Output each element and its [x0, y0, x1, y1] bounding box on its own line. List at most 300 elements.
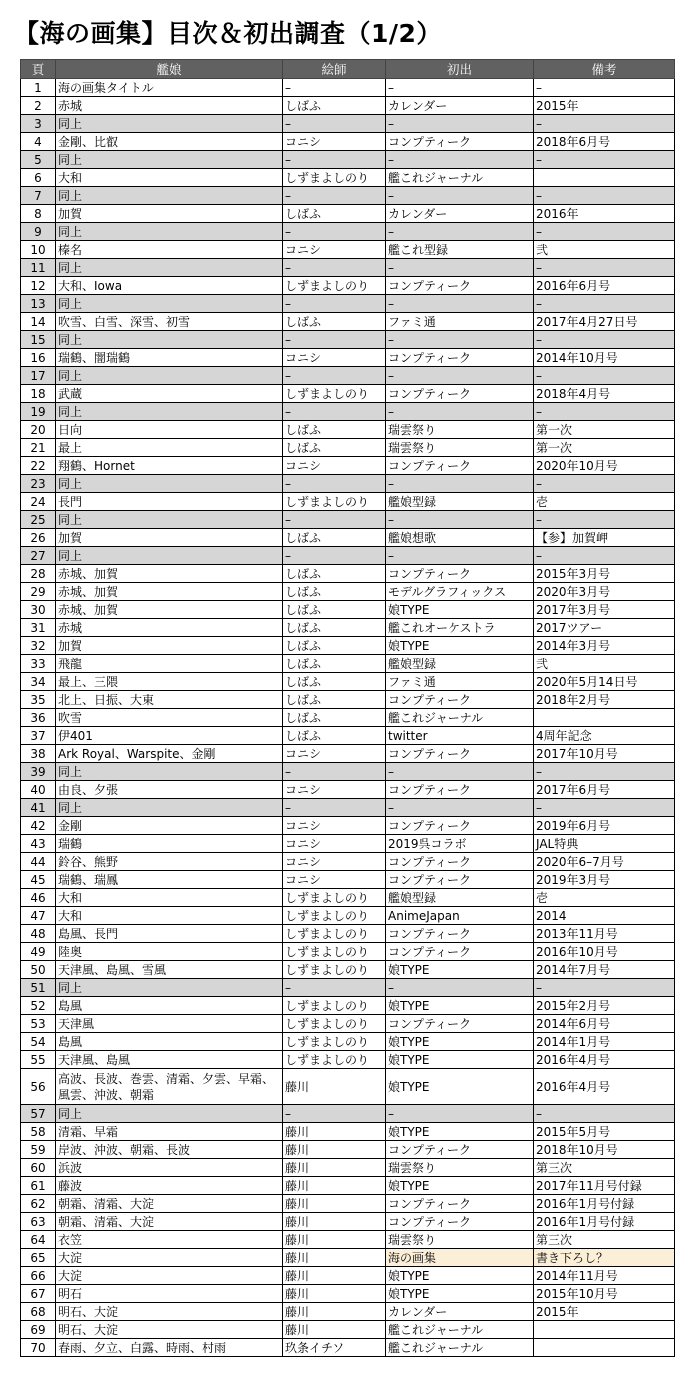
cell-page: 21	[21, 439, 56, 457]
cell-first-appearance: 娘TYPE	[386, 961, 534, 979]
cell-first-appearance: –	[386, 547, 534, 565]
header-illustrator: 絵師	[283, 60, 386, 79]
cell-shipgirl: 大淀	[56, 1267, 283, 1285]
cell-page: 6	[21, 169, 56, 187]
cell-illustrator: しずまよしのり	[283, 1015, 386, 1033]
cell-illustrator: –	[283, 979, 386, 997]
cell-first-appearance: –	[386, 187, 534, 205]
cell-notes: –	[534, 79, 675, 97]
cell-notes: 2018年10月号	[534, 1141, 675, 1159]
cell-illustrator: 藤川	[283, 1321, 386, 1339]
cell-illustrator: –	[283, 259, 386, 277]
cell-shipgirl: 赤城	[56, 619, 283, 637]
header-notes: 備考	[534, 60, 675, 79]
cell-first-appearance: 2019呉コラボ	[386, 835, 534, 853]
cell-shipgirl: 赤城、加賀	[56, 601, 283, 619]
cell-illustrator: 藤川	[283, 1231, 386, 1249]
cell-shipgirl: 同上	[56, 403, 283, 421]
cell-notes: –	[534, 403, 675, 421]
cell-notes: 2015年5月号	[534, 1123, 675, 1141]
cell-notes: –	[534, 1105, 675, 1123]
table-row	[21, 763, 675, 781]
table-row	[21, 727, 675, 745]
cell-shipgirl: 大和	[56, 907, 283, 925]
cell-illustrator: –	[283, 403, 386, 421]
table-row	[21, 691, 675, 709]
cell-first-appearance: コンプティーク	[386, 853, 534, 871]
cell-notes: –	[534, 187, 675, 205]
cell-page: 38	[21, 745, 56, 763]
cell-notes: 2019年3月号	[534, 871, 675, 889]
table-row	[21, 133, 675, 151]
cell-illustrator: –	[283, 367, 386, 385]
cell-page: 45	[21, 871, 56, 889]
cell-notes: 2014年6月号	[534, 1015, 675, 1033]
cell-notes: 2014年7月号	[534, 961, 675, 979]
cell-page: 55	[21, 1051, 56, 1069]
cell-illustrator: コニシ	[283, 241, 386, 259]
cell-page: 65	[21, 1249, 56, 1267]
table-row	[21, 817, 675, 835]
cell-page: 34	[21, 673, 56, 691]
cell-notes: 2015年3月号	[534, 565, 675, 583]
cell-illustrator: しばふ	[283, 655, 386, 673]
cell-notes	[534, 709, 675, 727]
cell-shipgirl: 同上	[56, 475, 283, 493]
cell-shipgirl: 長門	[56, 493, 283, 511]
cell-illustrator: 藤川	[283, 1213, 386, 1231]
cell-first-appearance: –	[386, 151, 534, 169]
cell-page: 20	[21, 421, 56, 439]
cell-illustrator: しばふ	[283, 97, 386, 115]
cell-shipgirl: 同上	[56, 187, 283, 205]
cell-notes: 2014	[534, 907, 675, 925]
cell-first-appearance: 瑞雲祭り	[386, 439, 534, 457]
cell-illustrator: コニシ	[283, 871, 386, 889]
cell-page: 10	[21, 241, 56, 259]
cell-notes: 2020年6–7月号	[534, 853, 675, 871]
cell-notes: –	[534, 367, 675, 385]
table-row	[21, 583, 675, 601]
cell-first-appearance: –	[386, 511, 534, 529]
cell-page: 50	[21, 961, 56, 979]
cell-notes: 2016年4月号	[534, 1051, 675, 1069]
cell-page: 67	[21, 1285, 56, 1303]
cell-notes	[534, 1339, 675, 1357]
cell-notes: 2014年3月号	[534, 637, 675, 655]
cell-first-appearance: 娘TYPE	[386, 1177, 534, 1195]
cell-illustrator: コニシ	[283, 781, 386, 799]
cell-first-appearance: 瑞雲祭り	[386, 421, 534, 439]
cell-notes: –	[534, 511, 675, 529]
cell-notes: 第一次	[534, 439, 675, 457]
cell-shipgirl: 瑞鶴、闇瑞鶴	[56, 349, 283, 367]
cell-shipgirl: 同上	[56, 223, 283, 241]
cell-first-appearance: コンプティーク	[386, 691, 534, 709]
cell-illustrator: –	[283, 511, 386, 529]
cell-page: 56	[21, 1069, 56, 1105]
cell-illustrator: しばふ	[283, 709, 386, 727]
cell-shipgirl: 大和	[56, 889, 283, 907]
cell-illustrator: しばふ	[283, 421, 386, 439]
cell-first-appearance: 艦これジャーナル	[386, 1321, 534, 1339]
cell-shipgirl: 金剛	[56, 817, 283, 835]
cell-page: 59	[21, 1141, 56, 1159]
cell-first-appearance: –	[386, 799, 534, 817]
cell-page: 13	[21, 295, 56, 313]
header-first-appearance: 初出	[386, 60, 534, 79]
table-row	[21, 979, 675, 997]
cell-notes: 壱	[534, 493, 675, 511]
cell-shipgirl: 大和	[56, 169, 283, 187]
cell-illustrator: –	[283, 763, 386, 781]
table-row	[21, 655, 675, 673]
cell-illustrator: しずまよしのり	[283, 943, 386, 961]
cell-shipgirl: 明石、大淀	[56, 1321, 283, 1339]
cell-notes: 2018年6月号	[534, 133, 675, 151]
table-row	[21, 889, 675, 907]
cell-notes: 第一次	[534, 421, 675, 439]
table-row	[21, 1267, 675, 1285]
cell-shipgirl: 吹雪、白雪、深雪、初雪	[56, 313, 283, 331]
table-row	[21, 79, 675, 97]
header-shipgirl: 艦娘	[56, 60, 283, 79]
header-page: 頁	[21, 60, 56, 79]
cell-first-appearance: コンプティーク	[386, 943, 534, 961]
table-row	[21, 349, 675, 367]
cell-first-appearance: 艦これ型録	[386, 241, 534, 259]
cell-page: 32	[21, 637, 56, 655]
cell-page: 3	[21, 115, 56, 133]
cell-page: 28	[21, 565, 56, 583]
cell-notes: –	[534, 259, 675, 277]
cell-first-appearance: –	[386, 223, 534, 241]
cell-notes: 2016年1月号付録	[534, 1213, 675, 1231]
cell-page: 36	[21, 709, 56, 727]
cell-first-appearance: 娘TYPE	[386, 1069, 534, 1105]
cell-page: 58	[21, 1123, 56, 1141]
cell-shipgirl: 天津風	[56, 1015, 283, 1033]
cell-notes: 壱	[534, 889, 675, 907]
cell-first-appearance: 娘TYPE	[386, 637, 534, 655]
cell-notes: 第三次	[534, 1231, 675, 1249]
cell-first-appearance: –	[386, 331, 534, 349]
cell-shipgirl: 同上	[56, 115, 283, 133]
cell-shipgirl: 翔鶴、Hornet	[56, 457, 283, 475]
cell-illustrator: 藤川	[283, 1159, 386, 1177]
cell-shipgirl: 加賀	[56, 205, 283, 223]
cell-page: 16	[21, 349, 56, 367]
table-row	[21, 1033, 675, 1051]
cell-notes: 2017年6月号	[534, 781, 675, 799]
cell-illustrator: しずまよしのり	[283, 385, 386, 403]
table-row	[21, 223, 675, 241]
cell-first-appearance: 娘TYPE	[386, 1285, 534, 1303]
cell-page: 41	[21, 799, 56, 817]
table-row	[21, 295, 675, 313]
cell-page: 47	[21, 907, 56, 925]
cell-page: 15	[21, 331, 56, 349]
cell-notes: 2016年6月号	[534, 277, 675, 295]
cell-illustrator: しばふ	[283, 673, 386, 691]
cell-shipgirl: 陸奥	[56, 943, 283, 961]
cell-illustrator: コニシ	[283, 457, 386, 475]
cell-illustrator: しずまよしのり	[283, 1051, 386, 1069]
table-row	[21, 1123, 675, 1141]
cell-notes: 2015年2月号	[534, 997, 675, 1015]
table-row	[21, 1015, 675, 1033]
table-row	[21, 1051, 675, 1069]
cell-first-appearance: –	[386, 763, 534, 781]
cell-first-appearance: –	[386, 979, 534, 997]
table-row	[21, 493, 675, 511]
cell-shipgirl: 吹雪	[56, 709, 283, 727]
cell-first-appearance: コンプティーク	[386, 133, 534, 151]
table-row	[21, 529, 675, 547]
cell-illustrator: –	[283, 187, 386, 205]
cell-notes: 2016年	[534, 205, 675, 223]
table-row	[21, 439, 675, 457]
cell-first-appearance: ファミ通	[386, 313, 534, 331]
cell-shipgirl: 島風	[56, 1033, 283, 1051]
cell-page: 23	[21, 475, 56, 493]
cell-illustrator: –	[283, 151, 386, 169]
cell-shipgirl: 同上	[56, 979, 283, 997]
cell-page: 66	[21, 1267, 56, 1285]
cell-notes: 書き下ろし？	[534, 1249, 675, 1267]
cell-shipgirl: 島風、長門	[56, 925, 283, 943]
cell-page: 52	[21, 997, 56, 1015]
cell-illustrator: コニシ	[283, 745, 386, 763]
cell-notes: 2017年3月号	[534, 601, 675, 619]
cell-shipgirl: 島風	[56, 997, 283, 1015]
cell-page: 18	[21, 385, 56, 403]
table-row	[21, 601, 675, 619]
cell-notes: 4周年記念	[534, 727, 675, 745]
cell-notes: 2019年6月号	[534, 817, 675, 835]
table-row	[21, 709, 675, 727]
cell-shipgirl: 瑞鶴	[56, 835, 283, 853]
cell-shipgirl: 同上	[56, 259, 283, 277]
cell-first-appearance: AnimeJapan	[386, 907, 534, 925]
table-row	[21, 277, 675, 295]
cell-notes: –	[534, 295, 675, 313]
cell-illustrator: しばふ	[283, 727, 386, 745]
page-title: 【海の画集】目次＆初出調査（1/2）	[14, 19, 442, 48]
cell-illustrator: 藤川	[283, 1267, 386, 1285]
cell-illustrator: コニシ	[283, 133, 386, 151]
cell-shipgirl: 天津風、島風、雪風	[56, 961, 283, 979]
cell-page: 53	[21, 1015, 56, 1033]
cell-shipgirl: 金剛、比叡	[56, 133, 283, 151]
cell-shipgirl: 朝霜、清霜、大淀	[56, 1195, 283, 1213]
table-row	[21, 169, 675, 187]
cell-page: 35	[21, 691, 56, 709]
cell-notes: –	[534, 799, 675, 817]
cell-shipgirl: 海の画集タイトル	[56, 79, 283, 97]
cell-first-appearance: –	[386, 1105, 534, 1123]
table-row	[21, 925, 675, 943]
cell-first-appearance: 娘TYPE	[386, 1033, 534, 1051]
cell-first-appearance: 艦娘想歌	[386, 529, 534, 547]
table-row	[21, 907, 675, 925]
cell-illustrator: コニシ	[283, 835, 386, 853]
table-row	[21, 673, 675, 691]
cell-shipgirl: 同上	[56, 547, 283, 565]
cell-shipgirl: 同上	[56, 295, 283, 313]
cell-page: 46	[21, 889, 56, 907]
cell-first-appearance: –	[386, 259, 534, 277]
cell-first-appearance: 艦娘型録	[386, 493, 534, 511]
table-row	[21, 997, 675, 1015]
table-row	[21, 367, 675, 385]
cell-illustrator: –	[283, 331, 386, 349]
table-row	[21, 853, 675, 871]
cell-first-appearance: コンプティーク	[386, 277, 534, 295]
cell-notes: 2017ツアー	[534, 619, 675, 637]
cell-shipgirl: 同上	[56, 511, 283, 529]
cell-first-appearance: –	[386, 475, 534, 493]
cell-shipgirl: 春雨、夕立、白露、時雨、村雨	[56, 1339, 283, 1357]
cell-first-appearance: 娘TYPE	[386, 1267, 534, 1285]
cell-first-appearance: カレンダー	[386, 97, 534, 115]
table-row	[21, 1159, 675, 1177]
cell-page: 60	[21, 1159, 56, 1177]
cell-notes: 2014年10月号	[534, 349, 675, 367]
table-row	[21, 565, 675, 583]
cell-first-appearance: コンプティーク	[386, 1213, 534, 1231]
table-body	[21, 79, 675, 1357]
cell-shipgirl: 高波、長波、巻雲、清霜、夕雲、早霜、風雲、沖波、朝霜	[56, 1069, 283, 1105]
table-row	[21, 1285, 675, 1303]
cell-illustrator: しずまよしのり	[283, 925, 386, 943]
cell-page: 51	[21, 979, 56, 997]
cell-first-appearance: コンプティーク	[386, 925, 534, 943]
cell-first-appearance: –	[386, 367, 534, 385]
cell-shipgirl: 同上	[56, 799, 283, 817]
cell-first-appearance: コンプティーク	[386, 817, 534, 835]
cell-notes: 2015年10月号	[534, 1285, 675, 1303]
cell-illustrator: 玖条イチソ	[283, 1339, 386, 1357]
cell-first-appearance: 瑞雲祭り	[386, 1231, 534, 1249]
cell-page: 12	[21, 277, 56, 295]
cell-first-appearance: 艦娘型録	[386, 655, 534, 673]
cell-first-appearance: 艦これジャーナル	[386, 709, 534, 727]
cell-page: 5	[21, 151, 56, 169]
table-row	[21, 385, 675, 403]
cell-illustrator: しずまよしのり	[283, 493, 386, 511]
cell-page: 42	[21, 817, 56, 835]
table-row	[21, 115, 675, 133]
cell-notes: 2017年11月号付録	[534, 1177, 675, 1195]
cell-first-appearance: コンプティーク	[386, 871, 534, 889]
cell-illustrator: しばふ	[283, 691, 386, 709]
cell-page: 31	[21, 619, 56, 637]
cell-notes: –	[534, 763, 675, 781]
cell-page: 62	[21, 1195, 56, 1213]
table-row	[21, 745, 675, 763]
cell-shipgirl: 清霜、早霜	[56, 1123, 283, 1141]
cell-notes: 【参】加賀岬	[534, 529, 675, 547]
table-row	[21, 1213, 675, 1231]
cell-first-appearance: 娘TYPE	[386, 601, 534, 619]
cell-notes: –	[534, 547, 675, 565]
table-row	[21, 637, 675, 655]
cell-notes: 2018年2月号	[534, 691, 675, 709]
table-row	[21, 1231, 675, 1249]
cell-page: 9	[21, 223, 56, 241]
cell-shipgirl: 榛名	[56, 241, 283, 259]
table-row	[21, 547, 675, 565]
cell-notes: 2015年	[534, 97, 675, 115]
cell-page: 4	[21, 133, 56, 151]
cell-page: 1	[21, 79, 56, 97]
cell-first-appearance: –	[386, 115, 534, 133]
cell-page: 54	[21, 1033, 56, 1051]
cell-illustrator: –	[283, 115, 386, 133]
cell-illustrator: 藤川	[283, 1141, 386, 1159]
cell-notes	[534, 1321, 675, 1339]
cell-page: 2	[21, 97, 56, 115]
table-row	[21, 835, 675, 853]
cell-shipgirl: 由良、夕張	[56, 781, 283, 799]
cell-page: 44	[21, 853, 56, 871]
cell-first-appearance: twitter	[386, 727, 534, 745]
cell-notes: –	[534, 151, 675, 169]
cell-notes: 2020年10月号	[534, 457, 675, 475]
cell-first-appearance: コンプティーク	[386, 565, 534, 583]
cell-shipgirl: 朝霜、清霜、大淀	[56, 1213, 283, 1231]
cell-first-appearance: コンプティーク	[386, 1015, 534, 1033]
table-row	[21, 187, 675, 205]
cell-notes: –	[534, 979, 675, 997]
cell-notes: 2014年1月号	[534, 1033, 675, 1051]
cell-notes	[534, 169, 675, 187]
cell-first-appearance: 娘TYPE	[386, 1123, 534, 1141]
cell-illustrator: しばふ	[283, 619, 386, 637]
cell-page: 48	[21, 925, 56, 943]
cell-page: 61	[21, 1177, 56, 1195]
cell-page: 17	[21, 367, 56, 385]
cell-first-appearance: –	[386, 295, 534, 313]
cell-illustrator: 藤川	[283, 1123, 386, 1141]
cell-shipgirl: 伊401	[56, 727, 283, 745]
cell-page: 19	[21, 403, 56, 421]
cell-page: 8	[21, 205, 56, 223]
cell-notes: 2016年4月号	[534, 1069, 675, 1105]
table-row	[21, 97, 675, 115]
cell-notes: 2013年11月号	[534, 925, 675, 943]
cell-illustrator: –	[283, 799, 386, 817]
table-row	[21, 205, 675, 223]
table-row	[21, 1105, 675, 1123]
cell-page: 24	[21, 493, 56, 511]
cell-illustrator: しばふ	[283, 313, 386, 331]
cell-illustrator: しばふ	[283, 601, 386, 619]
table-row	[21, 259, 675, 277]
cell-first-appearance: 艦これジャーナル	[386, 169, 534, 187]
table-row	[21, 475, 675, 493]
cell-illustrator: –	[283, 223, 386, 241]
cell-shipgirl: 明石、大淀	[56, 1303, 283, 1321]
cell-page: 69	[21, 1321, 56, 1339]
cell-page: 40	[21, 781, 56, 799]
cell-illustrator: –	[283, 295, 386, 313]
table-row	[21, 313, 675, 331]
cell-notes: 2017年4月27日号	[534, 313, 675, 331]
cell-notes: 2014年11月号	[534, 1267, 675, 1285]
cell-notes: –	[534, 331, 675, 349]
